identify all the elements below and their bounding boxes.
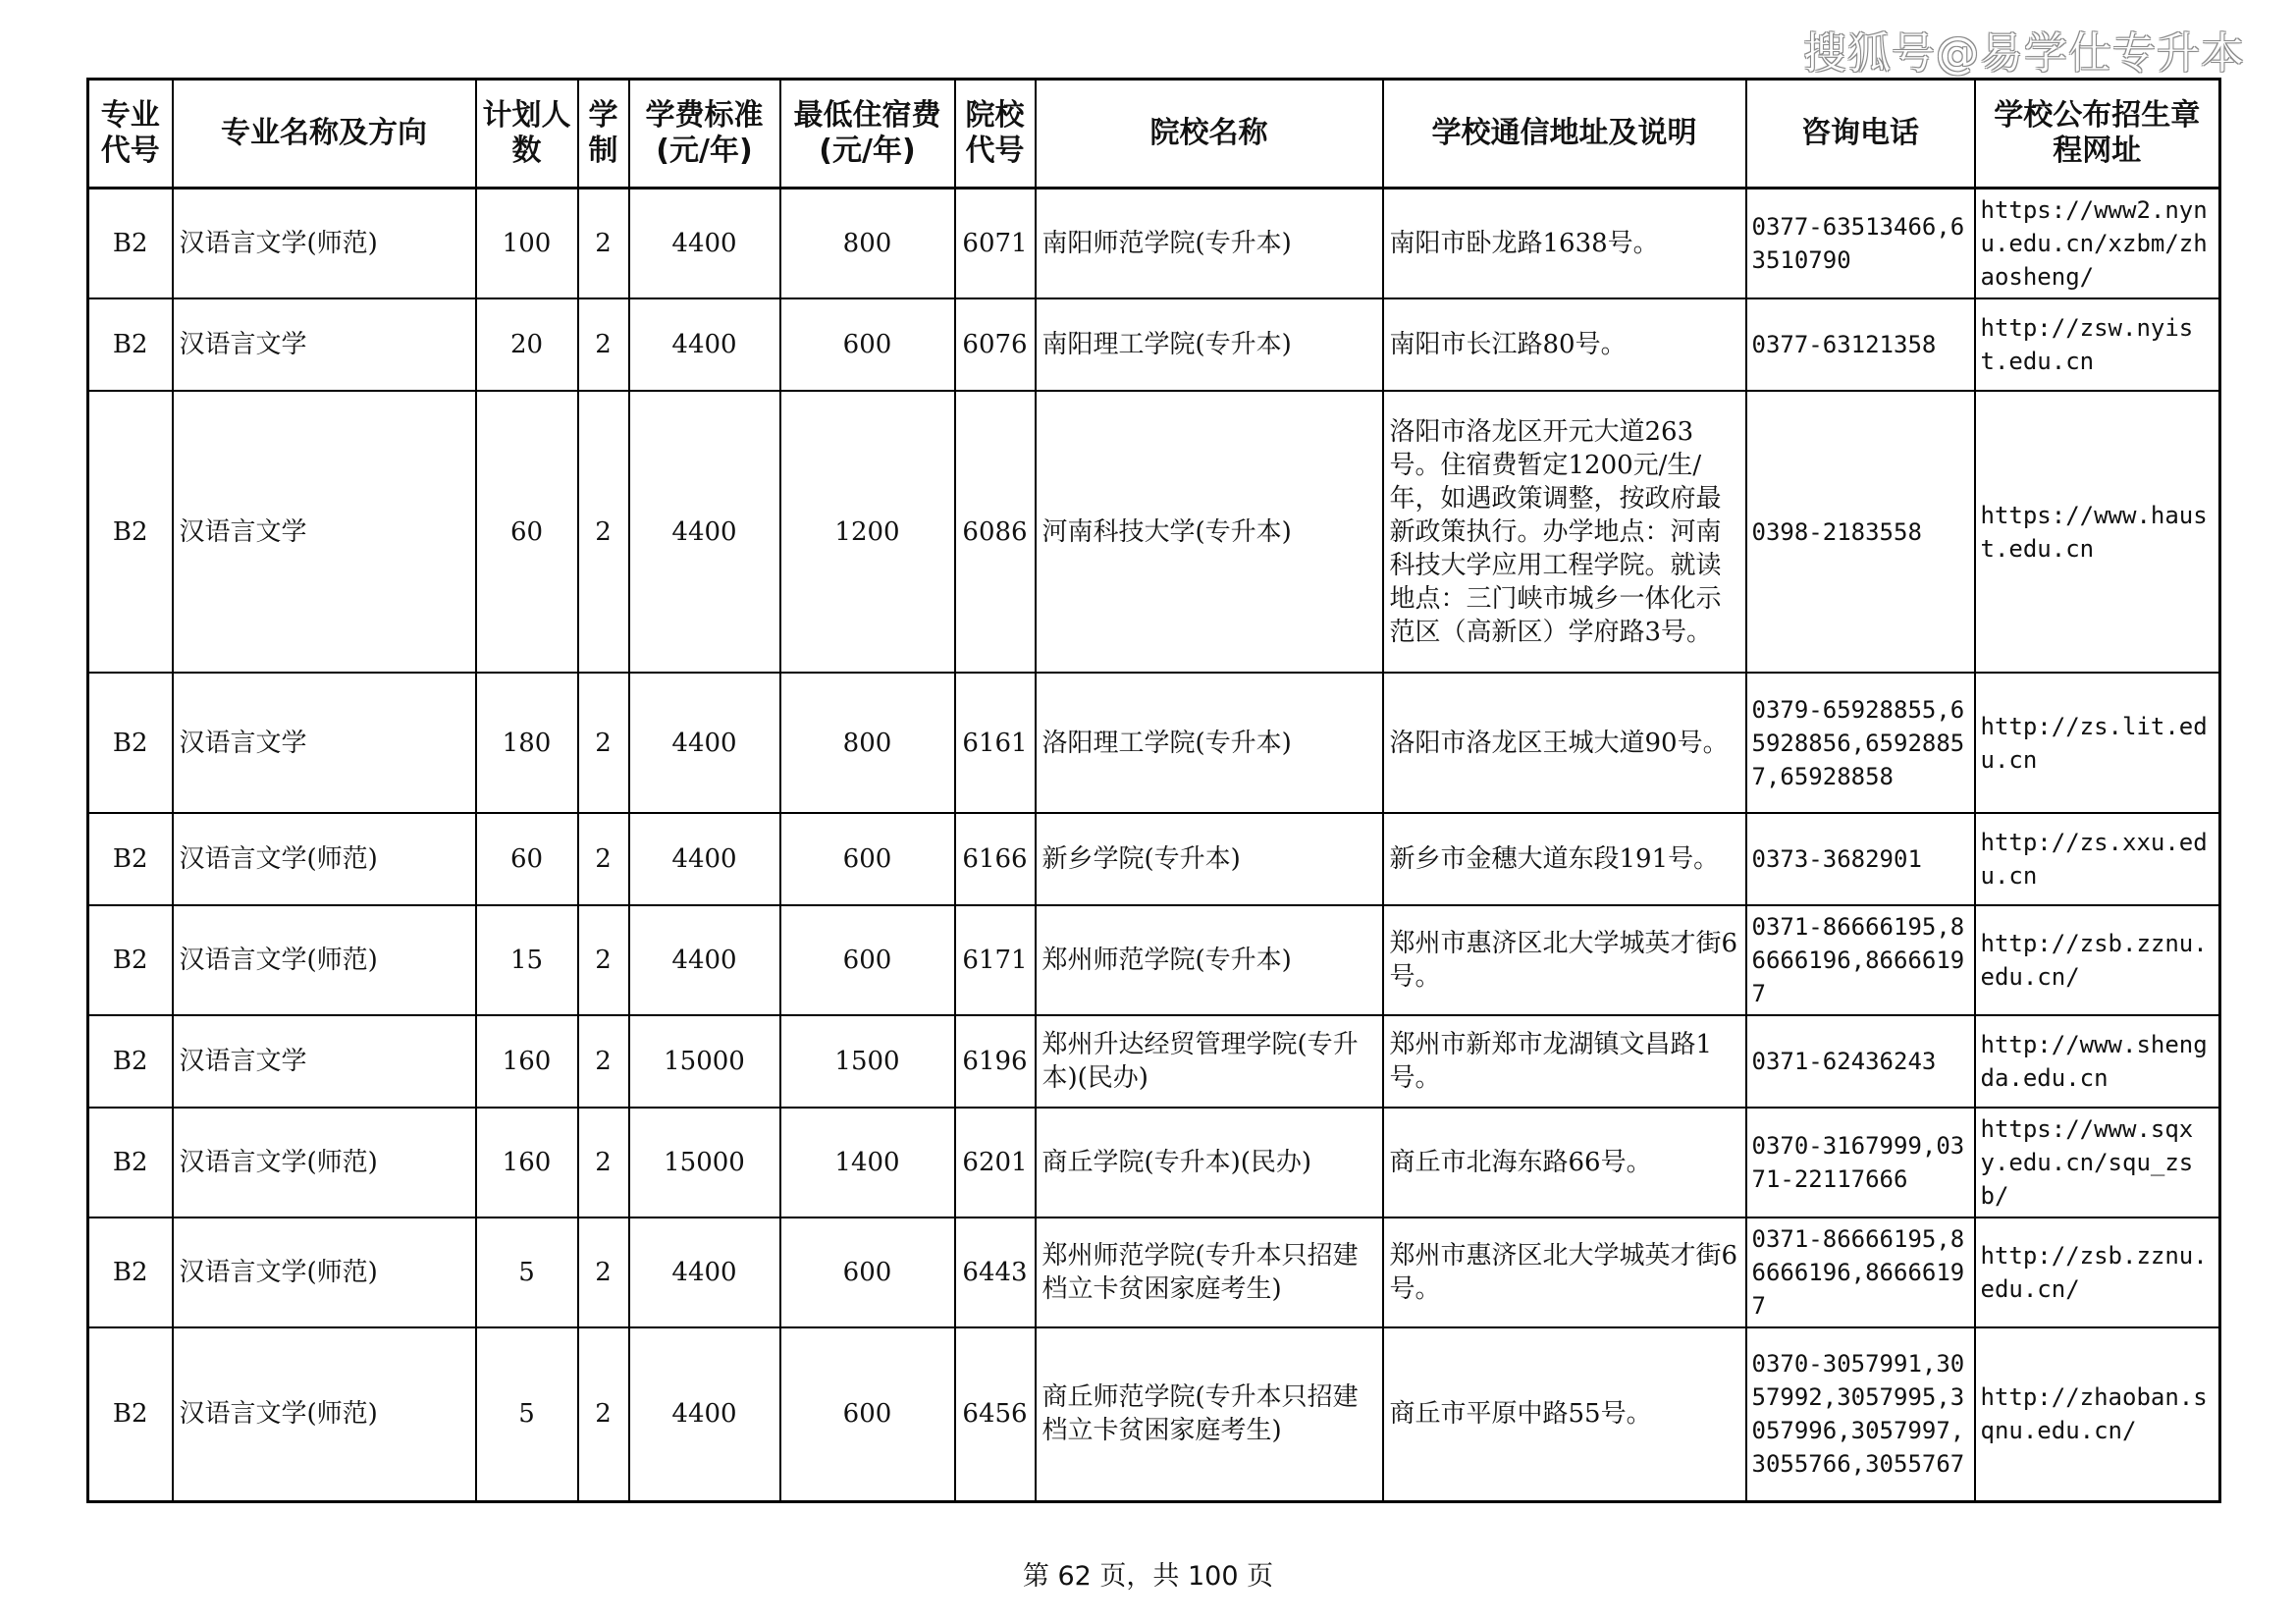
cell-major: 汉语言文学 bbox=[173, 1015, 476, 1108]
cell-major: 汉语言文学(师范) bbox=[173, 1217, 476, 1327]
table-row bbox=[88, 1015, 2220, 1108]
cell-years: 2 bbox=[578, 189, 629, 299]
cell-school-name: 郑州师范学院(专升本只招建档立卡贫困家庭考生) bbox=[1036, 1217, 1383, 1327]
cell-years: 2 bbox=[578, 905, 629, 1015]
cell-major: 汉语言文学(师范) bbox=[173, 813, 476, 905]
cell-url[interactable]: https://www.haust.edu.cn bbox=[1975, 391, 2220, 673]
cell-address: 南阳市长江路80号。 bbox=[1383, 298, 1746, 391]
cell-address: 洛阳市洛龙区开元大道263号。住宿费暂定1200元/生/年，如遇政策调整，按政府最新政策执行。办学地点：河南科技大学应用工程学院。就读地点：三门峡市城乡一体化示范区（高新区）学府路3号。 bbox=[1383, 391, 1746, 673]
cell-lodging: 600 bbox=[780, 298, 955, 391]
cell-years: 2 bbox=[578, 1217, 629, 1327]
cell-major: 汉语言文学 bbox=[173, 298, 476, 391]
cell-years: 2 bbox=[578, 1108, 629, 1217]
cell-school-code: 6076 bbox=[955, 298, 1036, 391]
cell-years: 2 bbox=[578, 298, 629, 391]
cell-address: 商丘市平原中路55号。 bbox=[1383, 1327, 1746, 1501]
cell-code: B2 bbox=[88, 905, 173, 1015]
cell-major: 汉语言文学 bbox=[173, 673, 476, 813]
cell-phone: 0371-86666195,86666196,86666197 bbox=[1746, 1217, 1975, 1327]
cell-major: 汉语言文学(师范) bbox=[173, 905, 476, 1015]
cell-phone: 0377-63513466,63510790 bbox=[1746, 189, 1975, 299]
page-footer: 第 62 页，共 100 页 bbox=[1022, 1561, 1274, 1592]
cell-school-code: 6171 bbox=[955, 905, 1036, 1015]
cell-plan: 160 bbox=[476, 1015, 578, 1108]
table-row bbox=[88, 813, 2220, 905]
cell-major: 汉语言文学(师范) bbox=[173, 1108, 476, 1217]
cell-code: B2 bbox=[88, 673, 173, 813]
header-school-code: 院校代号 bbox=[955, 80, 1036, 189]
cell-major: 汉语言文学(师范) bbox=[173, 189, 476, 299]
cell-phone: 0370-3167999,0371-22117666 bbox=[1746, 1108, 1975, 1217]
cell-url[interactable]: http://www.shengda.edu.cn bbox=[1975, 1015, 2220, 1108]
cell-years: 2 bbox=[578, 1015, 629, 1108]
header-school-name: 院校名称 bbox=[1036, 80, 1383, 189]
cell-lodging: 600 bbox=[780, 905, 955, 1015]
cell-url[interactable]: http://zsb.zznu.edu.cn/ bbox=[1975, 905, 2220, 1015]
cell-tuition: 4400 bbox=[629, 298, 780, 391]
header-major: 专业名称及方向 bbox=[173, 80, 476, 189]
header-plan: 计划人数 bbox=[476, 80, 578, 189]
cell-school-name: 河南科技大学(专升本) bbox=[1036, 391, 1383, 673]
cell-school-name: 南阳理工学院(专升本) bbox=[1036, 298, 1383, 391]
cell-lodging: 1400 bbox=[780, 1108, 955, 1217]
cell-address: 洛阳市洛龙区王城大道90号。 bbox=[1383, 673, 1746, 813]
header-url: 学校公布招生章程网址 bbox=[1975, 80, 2220, 189]
cell-phone: 0377-63121358 bbox=[1746, 298, 1975, 391]
cell-address: 郑州市惠济区北大学城英才街6号。 bbox=[1383, 1217, 1746, 1327]
cell-tuition: 15000 bbox=[629, 1108, 780, 1217]
cell-school-code: 6201 bbox=[955, 1108, 1036, 1217]
cell-school-code: 6086 bbox=[955, 391, 1036, 673]
cell-phone: 0398-2183558 bbox=[1746, 391, 1975, 673]
cell-code: B2 bbox=[88, 1327, 173, 1501]
table-row bbox=[88, 189, 2220, 299]
cell-school-name: 郑州升达经贸管理学院(专升本)(民办) bbox=[1036, 1015, 1383, 1108]
cell-tuition: 4400 bbox=[629, 905, 780, 1015]
cell-plan: 60 bbox=[476, 391, 578, 673]
cell-url[interactable]: http://zhaoban.sqnu.edu.cn/ bbox=[1975, 1327, 2220, 1501]
cell-phone: 0371-86666195,86666196,86666197 bbox=[1746, 905, 1975, 1015]
cell-lodging: 600 bbox=[780, 1217, 955, 1327]
cell-lodging: 800 bbox=[780, 189, 955, 299]
table-row bbox=[88, 1327, 2220, 1501]
cell-school-name: 商丘师范学院(专升本只招建档立卡贫困家庭考生) bbox=[1036, 1327, 1383, 1501]
cell-lodging: 1500 bbox=[780, 1015, 955, 1108]
cell-school-code: 6166 bbox=[955, 813, 1036, 905]
cell-major: 汉语言文学(师范) bbox=[173, 1327, 476, 1501]
cell-lodging: 600 bbox=[780, 1327, 955, 1501]
cell-phone: 0371-62436243 bbox=[1746, 1015, 1975, 1108]
table-row bbox=[88, 905, 2220, 1015]
cell-school-code: 6196 bbox=[955, 1015, 1036, 1108]
cell-url[interactable]: http://zs.lit.edu.cn bbox=[1975, 673, 2220, 813]
cell-plan: 15 bbox=[476, 905, 578, 1015]
cell-school-name: 郑州师范学院(专升本) bbox=[1036, 905, 1383, 1015]
cell-phone: 0373-3682901 bbox=[1746, 813, 1975, 905]
cell-plan: 5 bbox=[476, 1327, 578, 1501]
cell-address: 郑州市新郑市龙湖镇文昌路1号。 bbox=[1383, 1015, 1746, 1108]
header-phone: 咨询电话 bbox=[1746, 80, 1975, 189]
table-row bbox=[88, 1217, 2220, 1327]
header-years: 学制 bbox=[578, 80, 629, 189]
cell-tuition: 4400 bbox=[629, 391, 780, 673]
cell-school-name: 南阳师范学院(专升本) bbox=[1036, 189, 1383, 299]
cell-tuition: 15000 bbox=[629, 1015, 780, 1108]
cell-lodging: 600 bbox=[780, 813, 955, 905]
cell-address: 南阳市卧龙路1638号。 bbox=[1383, 189, 1746, 299]
header-address: 学校通信地址及说明 bbox=[1383, 80, 1746, 189]
table-row bbox=[88, 298, 2220, 391]
cell-code: B2 bbox=[88, 298, 173, 391]
cell-school-name: 商丘学院(专升本)(民办) bbox=[1036, 1108, 1383, 1217]
cell-tuition: 4400 bbox=[629, 1217, 780, 1327]
cell-tuition: 4400 bbox=[629, 1327, 780, 1501]
cell-plan: 60 bbox=[476, 813, 578, 905]
table-row bbox=[88, 673, 2220, 813]
cell-lodging: 800 bbox=[780, 673, 955, 813]
cell-url[interactable]: https://www2.nynu.edu.cn/xzbm/zhaosheng/ bbox=[1975, 189, 2220, 299]
cell-school-code: 6161 bbox=[955, 673, 1036, 813]
cell-address: 商丘市北海东路66号。 bbox=[1383, 1108, 1746, 1217]
header-code: 专业代号 bbox=[88, 80, 173, 189]
cell-url[interactable]: http://zsw.nyist.edu.cn bbox=[1975, 298, 2220, 391]
cell-school-code: 6071 bbox=[955, 189, 1036, 299]
cell-url[interactable]: http://zs.xxu.edu.cn bbox=[1975, 813, 2220, 905]
cell-code: B2 bbox=[88, 813, 173, 905]
cell-plan: 100 bbox=[476, 189, 578, 299]
cell-phone: 0379-65928855,65928856,65928857,65928858 bbox=[1746, 673, 1975, 813]
cell-url[interactable]: http://zsb.zznu.edu.cn/ bbox=[1975, 1217, 2220, 1327]
cell-plan: 160 bbox=[476, 1108, 578, 1217]
cell-plan: 20 bbox=[476, 298, 578, 391]
cell-lodging: 1200 bbox=[780, 391, 955, 673]
cell-tuition: 4400 bbox=[629, 673, 780, 813]
cell-code: B2 bbox=[88, 1217, 173, 1327]
cell-tuition: 4400 bbox=[629, 189, 780, 299]
cell-school-name: 洛阳理工学院(专升本) bbox=[1036, 673, 1383, 813]
cell-address: 郑州市惠济区北大学城英才街6号。 bbox=[1383, 905, 1746, 1015]
table-header-row bbox=[88, 80, 2220, 189]
admissions-table bbox=[86, 78, 2221, 1503]
cell-url[interactable]: https://www.sqxy.edu.cn/squ_zsb/ bbox=[1975, 1108, 2220, 1217]
cell-code: B2 bbox=[88, 391, 173, 673]
header-lodging: 最低住宿费(元/年) bbox=[780, 80, 955, 189]
table-row bbox=[88, 1108, 2220, 1217]
cell-plan: 180 bbox=[476, 673, 578, 813]
header-tuition: 学费标准(元/年) bbox=[629, 80, 780, 189]
table-body bbox=[88, 189, 2220, 1502]
cell-phone: 0370-3057991,3057992,3057995,3057996,3057997,3055766,3055767 bbox=[1746, 1327, 1975, 1501]
cell-years: 2 bbox=[578, 673, 629, 813]
cell-code: B2 bbox=[88, 189, 173, 299]
table-row bbox=[88, 391, 2220, 673]
cell-tuition: 4400 bbox=[629, 813, 780, 905]
cell-plan: 5 bbox=[476, 1217, 578, 1327]
cell-years: 2 bbox=[578, 813, 629, 905]
cell-major: 汉语言文学 bbox=[173, 391, 476, 673]
cell-code: B2 bbox=[88, 1015, 173, 1108]
cell-code: B2 bbox=[88, 1108, 173, 1217]
cell-years: 2 bbox=[578, 391, 629, 673]
cell-school-code: 6443 bbox=[955, 1217, 1036, 1327]
cell-years: 2 bbox=[578, 1327, 629, 1501]
cell-school-name: 新乡学院(专升本) bbox=[1036, 813, 1383, 905]
watermark: 搜狐号@易学仕专升本 bbox=[1803, 28, 2245, 79]
cell-school-code: 6456 bbox=[955, 1327, 1036, 1501]
cell-address: 新乡市金穗大道东段191号。 bbox=[1383, 813, 1746, 905]
